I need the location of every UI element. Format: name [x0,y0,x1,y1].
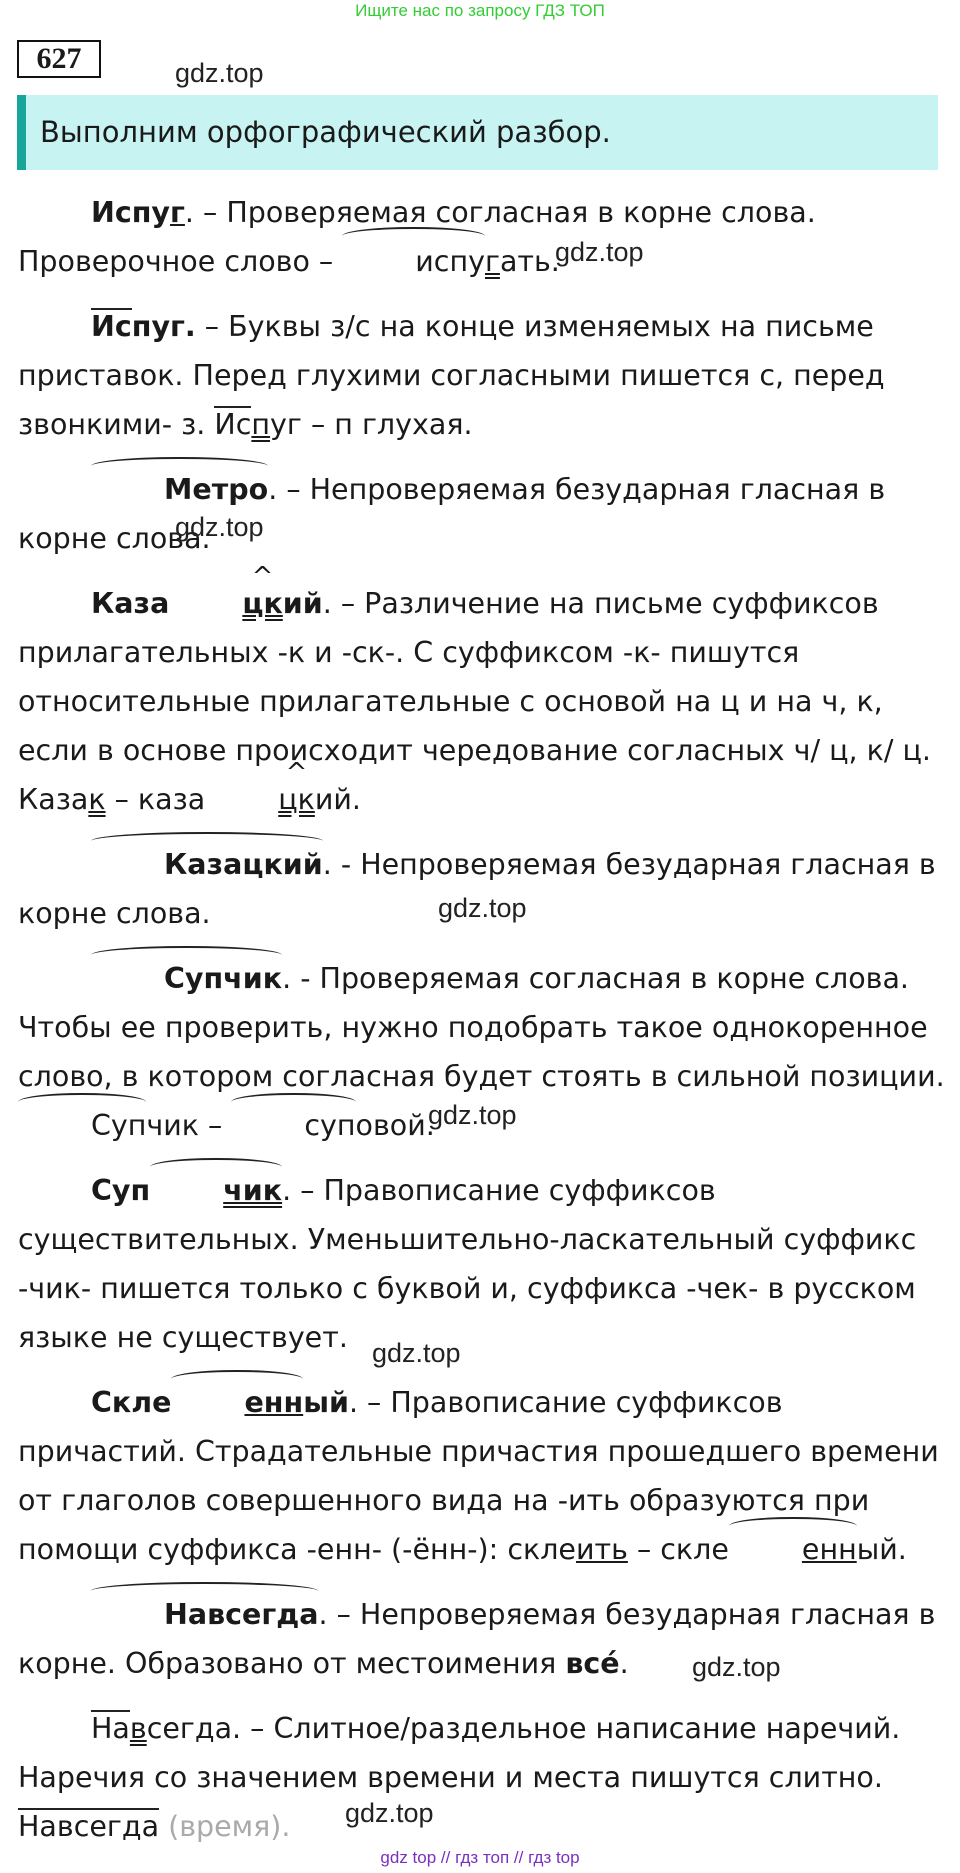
suffix-mark: енн [171,1378,303,1427]
paragraph-supchik-2 [18,1166,953,1362]
watermark: gdz.top [428,1100,517,1130]
word-part: г [170,196,185,229]
paragraph-metro [18,465,953,563]
word-part: ать. [499,245,560,278]
watermark: gdz.top [372,1338,461,1368]
text: чик – [146,1109,232,1142]
text: – каза [105,783,206,816]
word-part: испу [342,237,485,286]
word-part: всé [565,1647,620,1680]
watermark: gdz.top [692,1652,781,1682]
word-part: Суп [18,1101,146,1150]
text: , перед звонкими- з. [18,359,885,441]
word-part: суп [231,1101,355,1150]
word-part: Навсегда [91,1590,318,1639]
word-part: Супчик [91,954,282,1003]
paragraph-navsegda-2 [18,1704,953,1851]
word-part: г [484,245,500,278]
prefix-mark: Ис [91,310,132,343]
watermark: gdz.top [555,237,644,267]
task-banner [17,95,938,170]
text: – Буквы з/с на конце изменяемых на письме приставок. Перед глухими согласными пишется [18,310,874,392]
exercise-number: 627 [17,40,101,78]
text: . – Правописание суффиксов существительных. Уменьшительно-ласкательный суффикс -чик- пишется только с буквой и, суффикса -чек- в русском языке не существует. [18,1174,917,1354]
watermark: gdz.top [175,512,264,542]
text: . - Непроверяемая безударная гласная в корне слова. [18,848,936,930]
text: . – Непроверяемая безударная гласная в корне слова. [18,473,886,555]
word-part: п [251,408,271,441]
footer-links: gdz top // гдз топ // гдз top [380,1848,580,1867]
word-part: Скле [91,1386,172,1419]
suffix-mark: енн [729,1525,857,1574]
text: . – Непроверяемая безударная гласная в корне. Образовано от местоимения [18,1598,936,1680]
paragraph-skleenny [18,1378,953,1574]
word-part: ить [575,1533,628,1566]
prefix-mark: На [91,1712,130,1745]
text: уг – п глухая. [270,408,473,441]
paragraph-kazatsky-1 [18,579,953,824]
text: . - Проверяемая согласная в корне слова. Чтобы ее проверить, нужно подобрать такое однокоренное слово, в котором согласная будет стоять в сильной позиции. [18,962,945,1093]
word-part: Суп [91,1174,151,1207]
word-part: Испу [91,196,171,229]
text: . [619,1647,629,1680]
analysis-content [18,188,953,1867]
text: . – Проверяемая согласная в корне слова. Проверочное слово – [18,196,816,278]
suffix-mark: ^ цк [205,775,315,824]
search-hint: Ищите нас по запросу ГДЗ ТОП [355,1,605,20]
word-part: пуг. [131,310,196,343]
word-part: ий. [314,783,361,816]
word-part: Метро [91,465,268,514]
text: сегда. – Слитное/раздельное написание наречий. Наречия со значением времени и места пишутся слитно. [18,1712,901,1794]
prefix-mark: Навсегда [18,1810,160,1843]
word-part: Казацкий [91,840,323,889]
word-part: к [88,783,106,816]
note-text: (время). [168,1810,291,1843]
prefix-mark: Ис [214,408,252,441]
text: овой. [355,1109,435,1142]
word-part: с [759,359,775,392]
paragraph-navsegda-1 [18,1590,953,1688]
watermark: gdz.top [438,893,527,923]
paragraph-ispug-2 [18,302,953,449]
text: . – Правописание суффиксов причастий. Страдательные причастия прошедшего времени от глаголов совершенного вида на -ить образуются при помощи суффикса -енн- (-ённ-): скле [18,1386,939,1566]
watermark: gdz.top [345,1798,434,1828]
suffix-mark: чик [150,1166,282,1215]
paragraph-ispug-1 [18,188,953,286]
watermark: gdz.top [175,58,264,88]
suffix-mark: ^ цк [169,579,282,628]
word-part: ий [282,587,323,620]
word-part: Каза [18,783,89,816]
text: – скле [627,1533,729,1566]
text: . – Различение на письме суффиксов прилагательных -к и -ск-. С суффиксом -к- пишутся относительные прилагательные с основой на ц и на ч, к, если в основе происходит чередование согласных ч/ ц, к/ ц. [18,587,931,767]
banner-text: Выполним орфографический разбор. [40,115,611,149]
word-part: в [129,1712,147,1745]
word-part: ый [303,1386,349,1419]
text [159,1810,168,1843]
word-part: Каза [91,587,170,620]
text: ый. [856,1533,907,1566]
